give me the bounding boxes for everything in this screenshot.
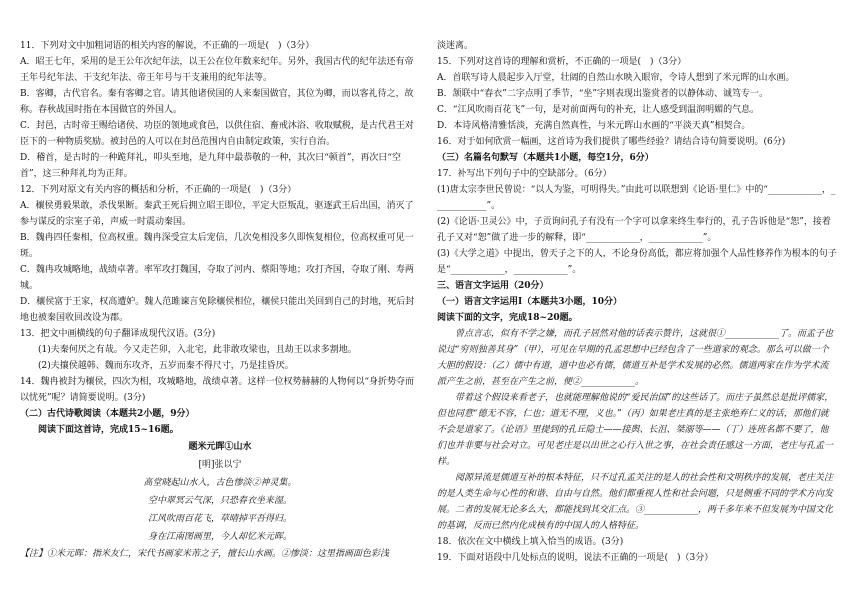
section-language-1: （一）语言文字运用Ⅰ（本题共3小题，10分） — [437, 297, 622, 307]
q11-b: B．客卿，古代官名。秦有客卿之官。请其他诸侯国的人来秦国做官，其位为卿，而以客礼待之，故称。春秋战国时指在本国做官的外国人。 — [20, 89, 414, 115]
q16: 16．对于如何欣赏一幅画，这首诗为我们提供了哪些经验？请结合诗句简要说明。(6分) — [437, 137, 786, 147]
poem — [20, 438, 420, 546]
passage-paragraph: 阅源异流是儒道互补的根本特征，只不过孔孟关注的是人的社会性和文明秩序的发展，老庄关注的是人类生命与心性的和谐、自由与自然。他们都重视人性和社会问题，只是侧重不同的学术方向发展。二者的发展无论多么大，都能找到其交汇点。③____________，两千多年来不但发展为中国文化的基调，反而已然内化成核有的中国人的人格特征。 — [437, 473, 834, 531]
q12-d: D．穰侯富于王家，权高遭妒。魏人范雎谏言免除穰侯相位，穰侯只能出关回到自己的封地，死后封地也被秦国收回改设为郡。 — [20, 297, 415, 323]
q12-c: C．魏冉攻城略地，战绩卓著。率军攻打魏国，夺取了河内、蔡阳等地；攻打齐国，夺取了刚、寿两城。 — [20, 265, 414, 291]
section-dictation: （三）名篇名句默写（本题共1小题，每空1分，6分） — [437, 153, 654, 163]
poem-author: [明]张以宁 — [198, 460, 242, 470]
q11-a: A．昭王七年，采用的是王公年次纪年法，以王公在位年数来纪年。另外，我国古代的纪年法还有帝王年号纪年法、干支纪年法、帝王年号与干支兼用的纪年法等。 — [20, 57, 414, 83]
poem-line: 江风吹雨百花飞，草晴掉平吾得归。 — [147, 514, 292, 524]
q12-b: B．魏冉四任秦相，位高权重。魏冉深受宣太后宠信，几次免相没多久即恢复相位，位高权重可见一斑。 — [20, 233, 414, 259]
q19: 19．下面对语段中几处标点的说明，说法不正确的一项是( )（3分） — [437, 553, 714, 563]
right-column — [437, 38, 837, 566]
passage-paragraph: 曾点言志，似有不学之嫌，而孔子居然对他的话表示赞许，这就很①____________了。而孟子也说过“穷则独善其身”（甲），可见在早期的孔孟思想中已经包含了一些道家的观念。那么可以做一个大胆的假设：（乙）儒中有道，道中也必有儒，儒道互补是学术发展的必然。儒道两家在作为学术流派产生之前，甚至在产生之前，便②____________。 — [437, 329, 834, 387]
reading-instruction: 阅读下面的文字，完成18~20题。 — [437, 313, 578, 323]
section-language: 三、语言文字运用（20分） — [437, 281, 549, 291]
q13-1: (1)夫秦何厌之有哉。今又走芒卯，入北宅，此非敢攻梁也，且劫王以求多割地。 — [38, 345, 357, 355]
left-column — [20, 38, 420, 562]
q15-d: D．本诗风格清雅恬淡，充满自然真性，与米元晖山水画的“平淡天真”相契合。 — [437, 121, 751, 131]
q13: 13．把文中画横线的句子翻译成现代汉语。(3分) — [20, 329, 216, 339]
q12-a: A．穰侯勇毅果敢，杀伐果断。秦武王死后拥立昭王即位，平定大臣叛乱，驱逐武王后出国，消灭了参与谋反的宗室子弟，声威一时震动秦国。 — [20, 201, 414, 227]
section-poetry: （二）古代诗歌阅读（本题共2小题，9分） — [20, 409, 195, 419]
note-cont: 淡迷离。 — [437, 41, 474, 51]
q18: 18．依次在文中横线上填入恰当的成语。(3分) — [437, 537, 624, 547]
q15-c: C．“江风吹雨百花飞”一句，是对前面两句的补充，让人感受到温润明媚的气息。 — [437, 105, 760, 115]
q15-b: B．颔联中“春衣”二字点明了季节，“坐”字则表现出鉴赏者的以静体动、诚笃专一。 — [437, 89, 769, 99]
poem-title: 题米元晖①山水 — [188, 442, 252, 452]
q17: 17．补写出下列句子中的空缺部分。（6分） — [437, 169, 612, 179]
q17-3: (3)《大学之道》中提出，曾天子之下的人，不论身份高低，都应将加强个人品性修养作为根本的句子是“____________，____________”。 — [437, 249, 837, 275]
q15-a: A．首联写诗人晨起步入厅堂，壮阔的自然山水映入眼帘，令诗人想到了米元晖的山水画。 — [437, 73, 795, 83]
passage — [437, 326, 837, 534]
q13-2: (2)夫攘侯越韩、魏而东攻齐，五岁而秦不得尺寸，乃是挂昏厌。 — [38, 361, 294, 371]
passage-paragraph: 带着这个假设来看老子，也就能理解他说的“爱民治国”的这些话了。而庄子虽然总是批评儒家，但也同意“德无不容，仁也；道无不理，义也。”（丙）如果老庄真的是主张绝弃仁义的话，那他们就不会是道家了。《论语》里提到的孔丘隐士——接舆、长沮、桀溺等——（丁）连班名都不要了，他们也并非要与社会对立。可见老庄是以出世之心行入世之事，在社会责任感这一方面，老庄与孔孟一样。 — [437, 393, 834, 467]
q11-c: C．封邑，古时帝王赐给诸侯、功臣的领地或食邑，以供住宿、畜戒沐浴、收取赋税，是古代君王对臣下的一种物质奖励。被封邑的人可以在封邑范围内自由制定政策，实行自治。 — [20, 121, 414, 147]
q15: 15．下列对这首诗的理解和赏析，不正确的一项是( )（3分） — [437, 57, 687, 67]
poetry-instruction: 阅读下面这首诗，完成15~16题。 — [38, 425, 179, 435]
poem-line: 高堂晓起山水入，古色惨淡②神灵集。 — [143, 478, 297, 488]
poem-line: 空中翠冥云气深，只恐春衣坐来湿。 — [147, 496, 292, 506]
q11: 11．下列对文中加粗词语的相关内容的解说，不正确的一项是( )（3分） — [20, 41, 315, 51]
q12: 12．下列对原文有关内容的概括和分析，不正确的一项是( )（3分） — [20, 185, 297, 195]
poem-line: 身在江南图画里，今人却忆米元晖。 — [147, 532, 292, 542]
q14: 14．魏冉被封为穰侯，四次为相，攻城略地，战绩卓著。这样一位权势赫赫的人物何以“身折势夺而以忧死”呢？请简要说明。(3分) — [20, 377, 415, 403]
poem-note: 【注】①米元晖：指米友仁，宋代书画家米芾之子，擅长山水画。②惨淡：这里指画面色彩浅 — [20, 549, 390, 559]
q17-1: (1)唐太宗李世民曾说：“以人为鉴，可明得失。”由此可以联想到《论语·里仁》中的“____________，____________”。 — [437, 185, 836, 211]
q11-d: D．稽首，是古时的一种跪拜礼，叩头至地，是九拜中最恭敬的一种，其次曰“顿首”，再次曰“空首”，这三种拜礼均为正拜。 — [20, 153, 402, 179]
q17-2: (2)《论语·卫灵公》中，子贡询问孔子有没有一个字可以拿来终生奉行的，孔子告诉他是“恕”，接着孔子又对“恕”做了进一步的解释，即“____________，____________”。 — [437, 217, 831, 243]
